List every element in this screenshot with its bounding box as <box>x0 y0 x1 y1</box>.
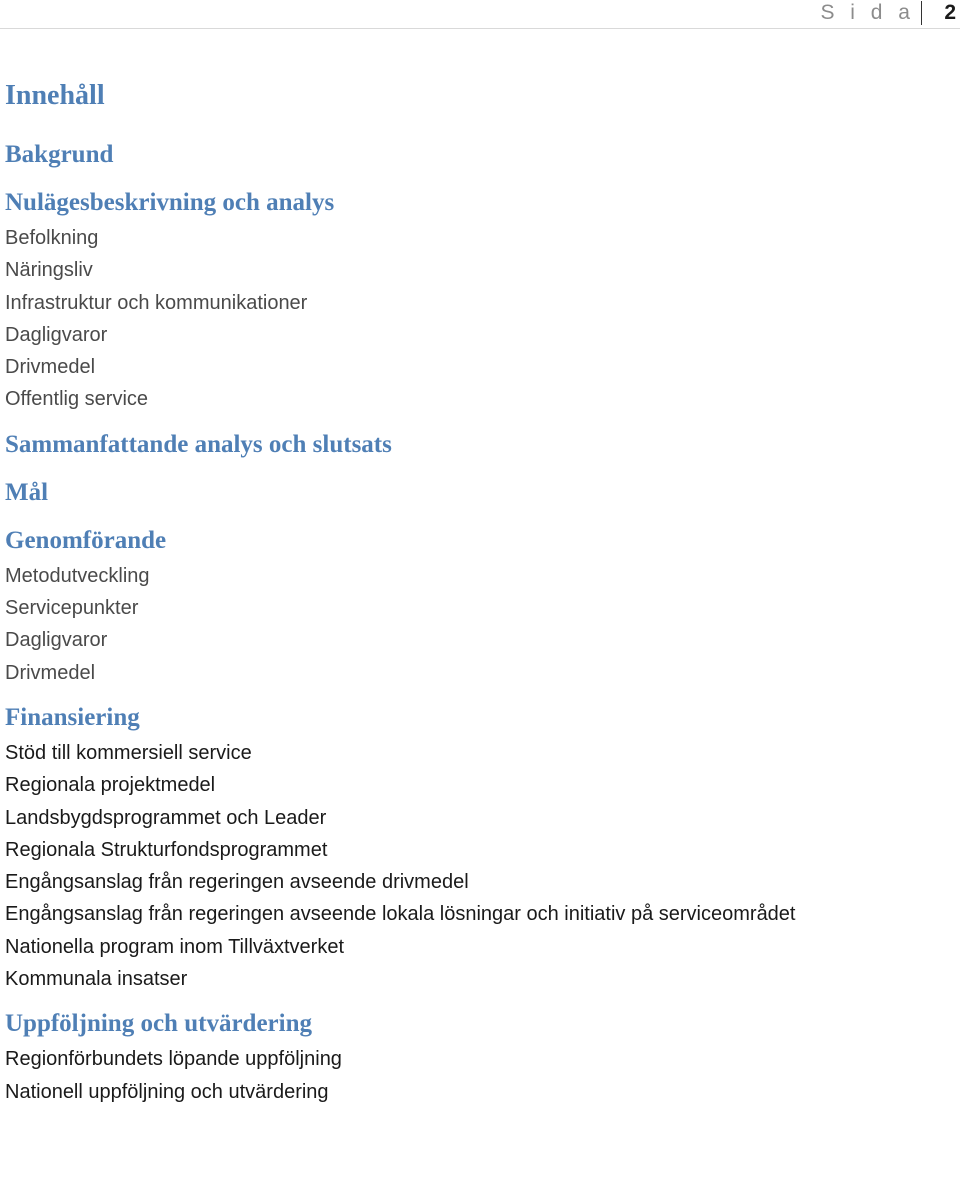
toc-entry[interactable]: Drivmedel <box>5 356 96 379</box>
toc-section-heading[interactable]: Mål <box>5 478 49 506</box>
toc-section-heading[interactable]: Bakgrund <box>5 141 114 168</box>
toc-section <box>5 174 955 416</box>
toc-entry-list <box>5 1043 955 1108</box>
toc-section-heading[interactable]: Genomförande <box>5 526 167 554</box>
toc-entry-list <box>5 560 955 689</box>
toc-entry[interactable]: Näringsliv <box>5 259 93 282</box>
toc-entry[interactable]: Nationella program inom Tillväxtverket <box>5 935 345 958</box>
toc-title: Innehåll <box>5 80 105 111</box>
toc-entry[interactable]: Infrastruktur och kommunikationer <box>5 291 308 314</box>
toc-entry[interactable]: Dagligvaror <box>5 323 108 346</box>
toc-section-heading[interactable]: Nulägesbeskrivning och analys <box>5 189 335 216</box>
toc-entry[interactable]: Offentlig service <box>5 388 149 411</box>
toc-section <box>5 995 955 1108</box>
toc-section-heading[interactable]: Sammanfattande analys och slutsats <box>5 430 392 458</box>
toc-entry[interactable]: Engångsanslag från regeringen avseende drivmedel <box>5 871 469 894</box>
toc-section-heading[interactable]: Finansiering <box>5 703 140 731</box>
toc-section <box>5 689 955 995</box>
toc-entry[interactable]: Servicepunkter <box>5 597 139 620</box>
toc-section-heading[interactable]: Uppföljning och utvärdering <box>5 1010 312 1038</box>
toc-entry[interactable]: Kommunala insatser <box>5 968 188 991</box>
toc-section <box>5 464 955 512</box>
toc-section <box>5 416 955 464</box>
toc-entry[interactable]: Befolkning <box>5 227 99 249</box>
toc-entry[interactable]: Regionförbundets löpande uppföljning <box>5 1048 342 1071</box>
table-of-contents <box>5 78 955 1108</box>
toc-section <box>5 126 955 174</box>
toc-entry[interactable]: Engångsanslag från regeringen avseende lokala lösningar och initiativ på serviceområdet <box>5 903 796 926</box>
page-label: S i d a <box>820 1 922 25</box>
page-number: 2 <box>944 1 956 24</box>
toc-entry[interactable]: Nationell uppföljning och utvärdering <box>5 1080 329 1103</box>
toc-section <box>5 512 955 689</box>
toc-entry[interactable]: Metodutveckling <box>5 564 150 587</box>
toc-entry[interactable]: Stöd till kommersiell service <box>5 741 252 764</box>
toc-entry[interactable]: Regionala Strukturfondsprogrammet <box>5 838 328 861</box>
toc-entry[interactable]: Landsbygdsprogrammet och Leader <box>5 806 327 829</box>
toc-entry[interactable]: Drivmedel <box>5 661 96 684</box>
toc-entry[interactable]: Regionala projektmedel <box>5 774 216 797</box>
toc-entry-list <box>5 222 955 416</box>
toc-entry[interactable]: Dagligvaror <box>5 629 108 652</box>
page-header <box>0 0 960 29</box>
toc-sections <box>5 126 955 1108</box>
toc-entry-list <box>5 737 955 995</box>
